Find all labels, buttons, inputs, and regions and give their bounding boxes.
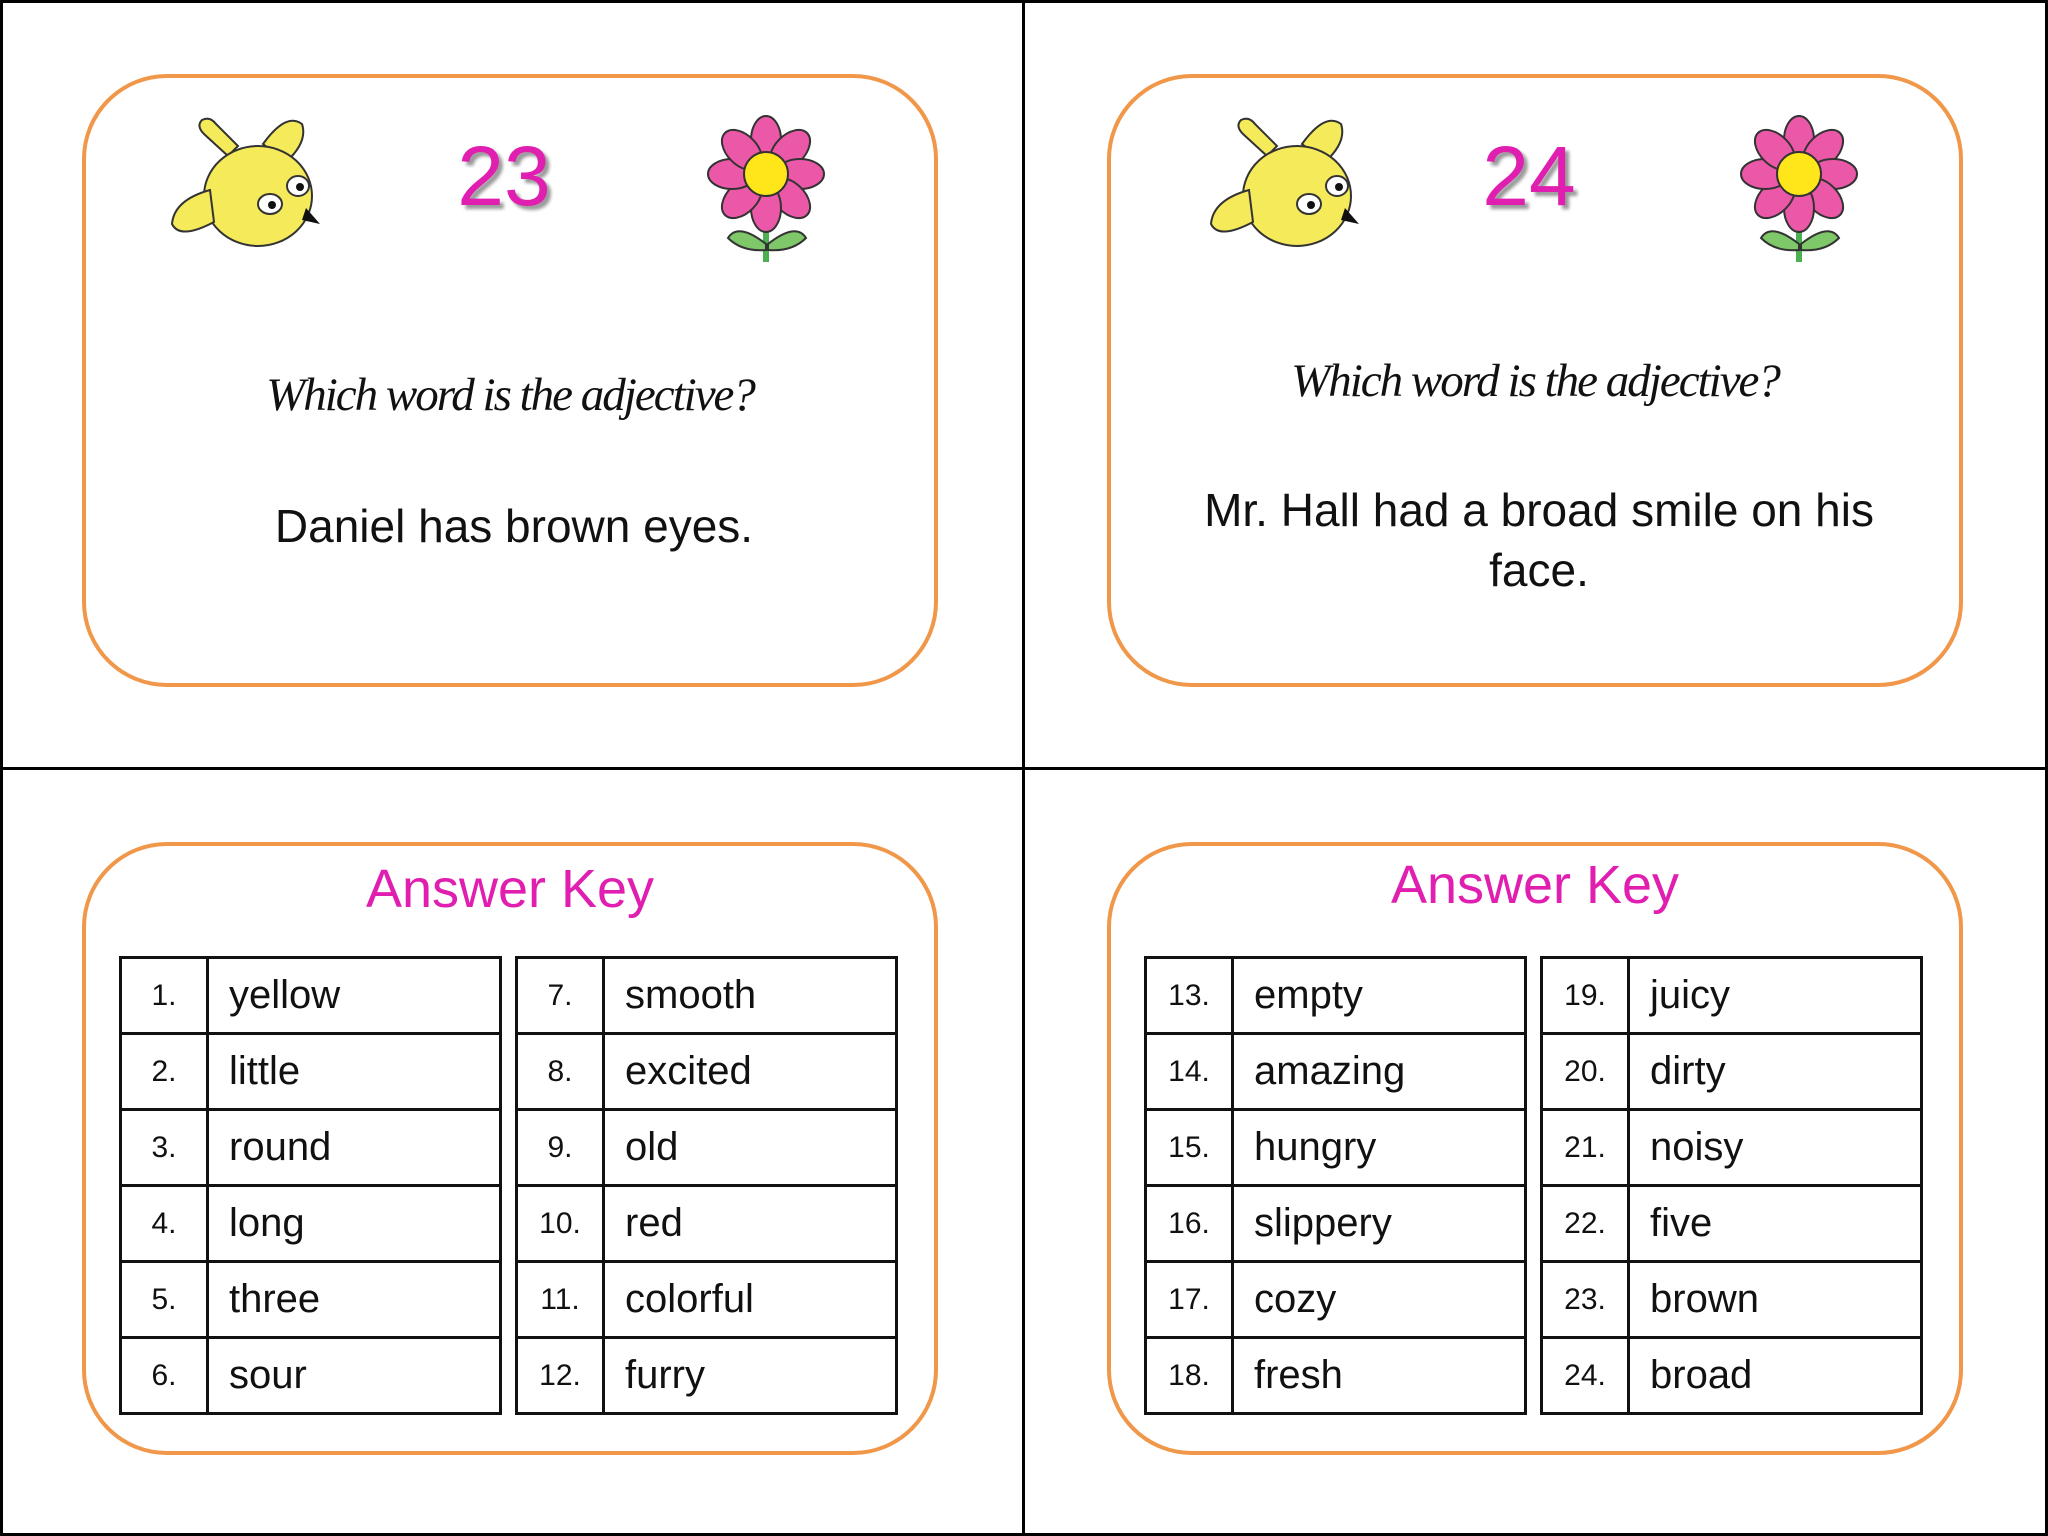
answer-number: 18. <box>1146 1338 1233 1414</box>
table-row <box>121 1034 501 1110</box>
task-card-cell-2 <box>1025 0 2047 767</box>
table-row <box>1146 1110 1526 1186</box>
answer-number: 14. <box>1146 1034 1233 1110</box>
answer-word: smooth <box>604 958 897 1034</box>
answer-number: 6. <box>121 1338 208 1414</box>
answer-word: empty <box>1233 958 1526 1034</box>
answer-number: 10. <box>517 1186 604 1262</box>
answer-word: brown <box>1629 1262 1922 1338</box>
answer-key-card <box>82 842 938 1455</box>
card-number: 24 <box>1482 129 1576 223</box>
answer-number: 1. <box>121 958 208 1034</box>
task-card <box>1107 74 1963 687</box>
answer-number: 17. <box>1146 1262 1233 1338</box>
flower-icon <box>698 112 838 272</box>
answer-number: 19. <box>1542 958 1629 1034</box>
answer-number: 15. <box>1146 1110 1233 1186</box>
answer-number: 9. <box>517 1110 604 1186</box>
answer-table-right <box>1540 956 1923 1415</box>
answer-word: red <box>604 1186 897 1262</box>
answer-word: long <box>208 1186 501 1262</box>
answer-number: 24. <box>1542 1338 1629 1414</box>
table-row <box>1542 1034 1922 1110</box>
answer-key-cell-1 <box>0 770 1022 1536</box>
answer-number: 20. <box>1542 1034 1629 1110</box>
table-row <box>517 1186 897 1262</box>
question-sentence: Daniel has brown eyes. <box>274 500 754 552</box>
answer-number: 5. <box>121 1262 208 1338</box>
answer-word: sour <box>208 1338 501 1414</box>
answer-number: 12. <box>517 1338 604 1414</box>
card-number: 23 <box>457 129 551 223</box>
answer-word: furry <box>604 1338 897 1414</box>
answer-word: fresh <box>1233 1338 1526 1414</box>
answer-number: 7. <box>517 958 604 1034</box>
table-row <box>517 958 897 1034</box>
table-row <box>1146 1338 1526 1414</box>
answer-number: 2. <box>121 1034 208 1110</box>
table-row <box>121 1262 501 1338</box>
table-row <box>1146 1262 1526 1338</box>
question-prompt: Which word is the adjective? <box>1291 355 1779 407</box>
answer-number: 13. <box>1146 958 1233 1034</box>
bird-icon <box>1207 114 1367 254</box>
table-row <box>517 1110 897 1186</box>
answer-word: amazing <box>1233 1034 1526 1110</box>
answer-word: broad <box>1629 1338 1922 1414</box>
table-row <box>121 1338 501 1414</box>
answer-word: noisy <box>1629 1110 1922 1186</box>
question-prompt: Which word is the adjective? <box>266 369 754 421</box>
answer-word: round <box>208 1110 501 1186</box>
table-row <box>517 1338 897 1414</box>
answer-number: 23. <box>1542 1262 1629 1338</box>
table-row <box>1542 1110 1922 1186</box>
table-row <box>1146 1034 1526 1110</box>
answer-table-left <box>1144 956 1527 1415</box>
answer-word: old <box>604 1110 897 1186</box>
table-row <box>1542 1338 1922 1414</box>
answer-word: little <box>208 1034 501 1110</box>
table-row <box>1146 958 1526 1034</box>
table-row <box>517 1034 897 1110</box>
answer-number: 8. <box>517 1034 604 1110</box>
table-row <box>121 1186 501 1262</box>
table-row <box>121 1110 501 1186</box>
answer-table-left <box>119 956 502 1415</box>
answer-number: 22. <box>1542 1186 1629 1262</box>
answer-word: yellow <box>208 958 501 1034</box>
answer-key-cell-2 <box>1025 770 2047 1536</box>
task-card <box>82 74 938 687</box>
answer-number: 16. <box>1146 1186 1233 1262</box>
table-row <box>1542 1262 1922 1338</box>
table-row <box>1542 1186 1922 1262</box>
answer-number: 21. <box>1542 1110 1629 1186</box>
answer-word: excited <box>604 1034 897 1110</box>
answer-word: hungry <box>1233 1110 1526 1186</box>
table-row <box>121 958 501 1034</box>
table-row <box>517 1262 897 1338</box>
answer-word: three <box>208 1262 501 1338</box>
answer-word: dirty <box>1629 1034 1922 1110</box>
answer-number: 11. <box>517 1262 604 1338</box>
flower-icon <box>1731 112 1871 272</box>
answer-word: cozy <box>1233 1262 1526 1338</box>
answer-key-title: Answer Key <box>1390 855 1680 915</box>
answer-word: colorful <box>604 1262 897 1338</box>
answer-number: 4. <box>121 1186 208 1262</box>
answer-table-right <box>515 956 898 1415</box>
bird-icon <box>168 114 328 254</box>
answer-number: 3. <box>121 1110 208 1186</box>
answer-word: juicy <box>1629 958 1922 1034</box>
answer-key-title: Answer Key <box>365 859 655 919</box>
answer-word: slippery <box>1233 1186 1526 1262</box>
answer-key-card <box>1107 842 1963 1455</box>
table-row <box>1542 958 1922 1034</box>
question-sentence: Mr. Hall had a broad smile on his face. <box>1204 484 1874 596</box>
answer-word: five <box>1629 1186 1922 1262</box>
task-card-cell-1 <box>0 0 1022 767</box>
table-row <box>1146 1186 1526 1262</box>
